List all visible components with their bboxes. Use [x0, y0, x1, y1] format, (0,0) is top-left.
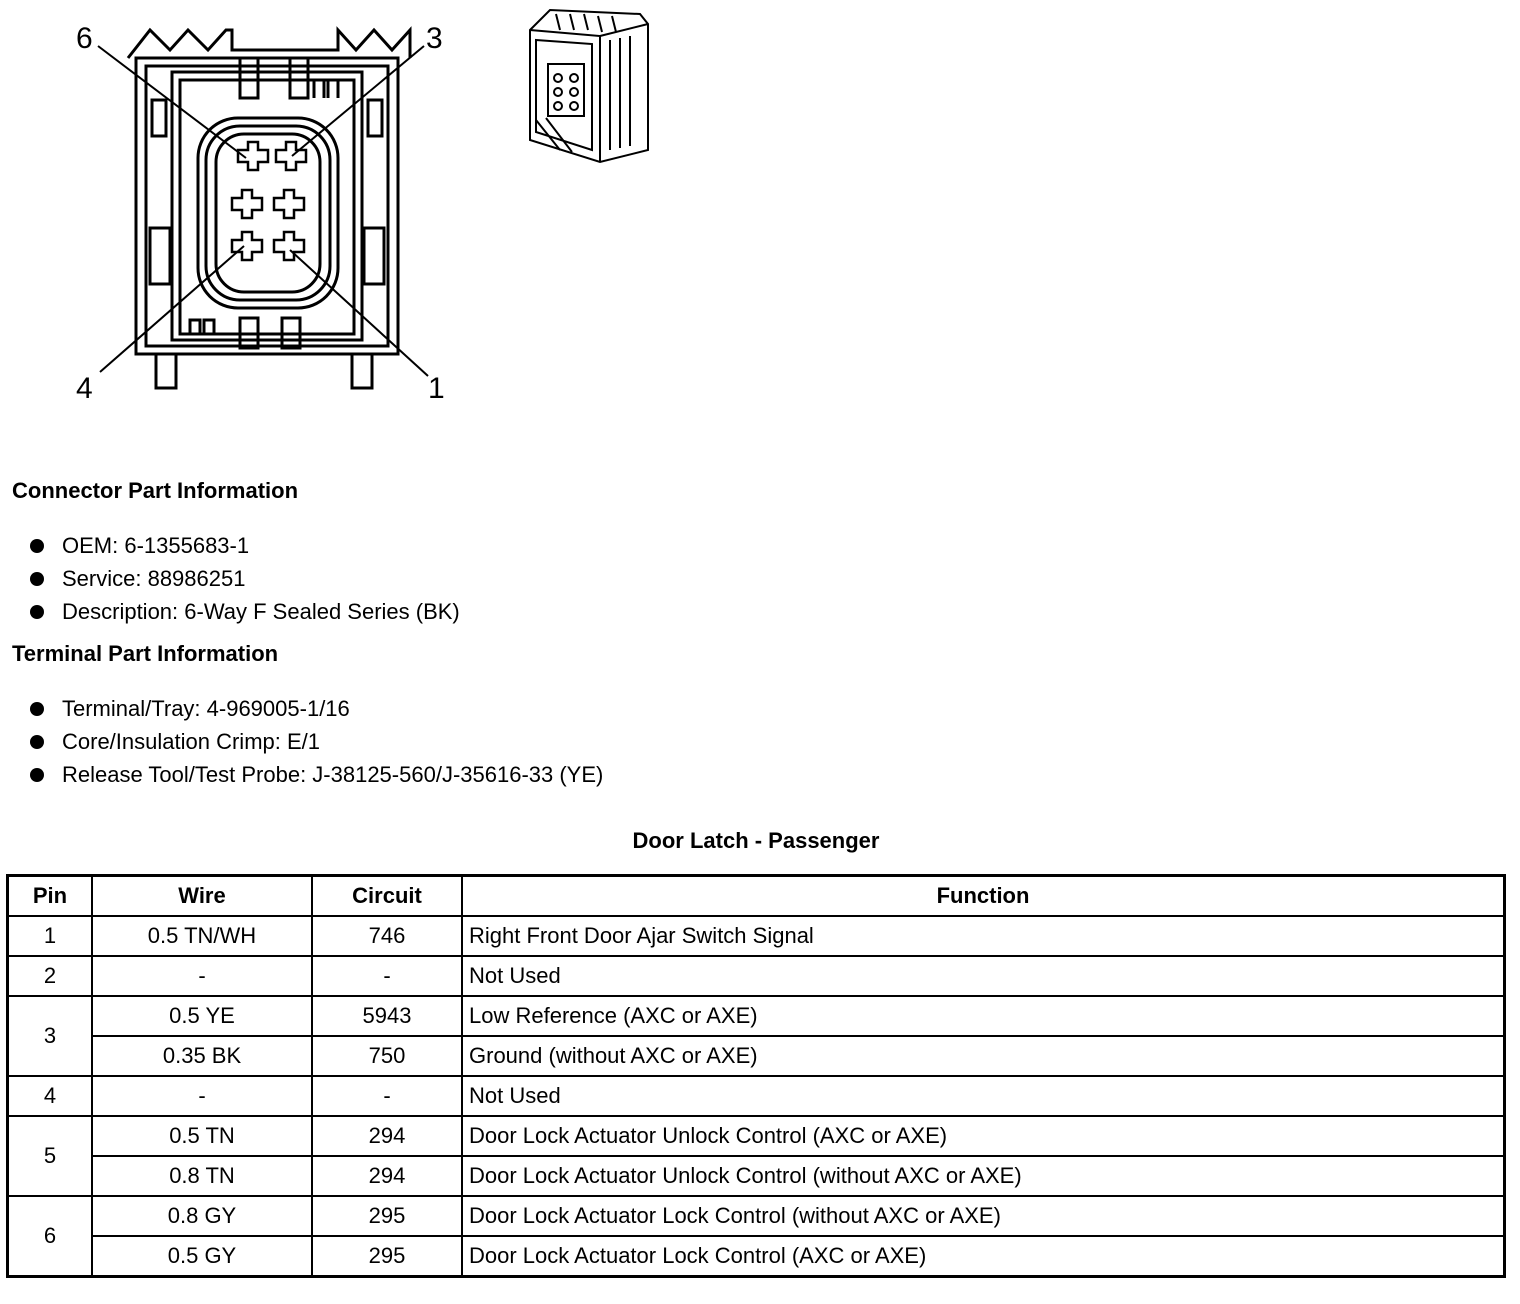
cell-function: Not Used [462, 1076, 1505, 1116]
list-item: Terminal/Tray: 4-969005-1/16 [28, 692, 603, 725]
cell-wire: 0.35 BK [92, 1036, 312, 1076]
bullet-icon [30, 735, 44, 749]
cell-circuit: 5943 [312, 996, 462, 1036]
cell-circuit: - [312, 956, 462, 996]
cell-function: Right Front Door Ajar Switch Signal [462, 916, 1505, 956]
list-item: OEM: 6-1355683-1 [28, 529, 460, 562]
cell-function: Not Used [462, 956, 1505, 996]
cell-circuit: 294 [312, 1116, 462, 1156]
bullet-icon [30, 539, 44, 553]
connector-diagram [0, 0, 700, 420]
cell-wire: 0.8 GY [92, 1196, 312, 1236]
pinout-table [6, 874, 1506, 1278]
table-row [8, 1196, 1505, 1236]
cell-wire: 0.5 YE [92, 996, 312, 1036]
cell-function: Door Lock Actuator Unlock Control (without AXC or AXE) [462, 1156, 1505, 1196]
cell-pin: 3 [8, 996, 93, 1076]
cell-function: Door Lock Actuator Lock Control (AXC or AXE) [462, 1236, 1505, 1277]
bullet-icon [30, 605, 44, 619]
connector-info-title: Connector Part Information [12, 478, 299, 503]
header-function: Function [462, 876, 1505, 917]
cell-pin: 5 [8, 1116, 93, 1196]
cell-wire: - [92, 956, 312, 996]
cell-circuit: 295 [312, 1196, 462, 1236]
table-row [8, 1076, 1505, 1116]
list-item: Service: 88986251 [28, 562, 460, 595]
cell-wire: 0.5 GY [92, 1236, 312, 1277]
cell-circuit: 746 [312, 916, 462, 956]
cell-pin: 1 [8, 916, 93, 956]
cell-circuit: 294 [312, 1156, 462, 1196]
cell-wire: 0.5 TN [92, 1116, 312, 1156]
bullet-icon [30, 768, 44, 782]
table-row [8, 916, 1505, 956]
table-row [8, 1236, 1505, 1277]
cell-function: Low Reference (AXC or AXE) [462, 996, 1505, 1036]
cell-function: Ground (without AXC or AXE) [462, 1036, 1505, 1076]
pin-label-6: 6 [76, 22, 93, 55]
pin-label-3: 3 [426, 22, 443, 55]
terminal-info-title: Terminal Part Information [12, 641, 279, 666]
table-row [8, 1036, 1505, 1076]
pin-label-1: 1 [428, 372, 445, 405]
table-row [8, 996, 1505, 1036]
cell-circuit: - [312, 1076, 462, 1116]
cell-function: Door Lock Actuator Lock Control (without AXC or AXE) [462, 1196, 1505, 1236]
list-item: Release Tool/Test Probe: J-38125-560/J-35616-33 (YE) [28, 758, 603, 791]
table-header-row [8, 876, 1505, 917]
terminal-info-list [28, 692, 603, 791]
cell-pin: 2 [8, 956, 93, 996]
bullet-icon [30, 702, 44, 716]
cell-pin: 4 [8, 1076, 93, 1116]
table-row [8, 1156, 1505, 1196]
table-row [8, 956, 1505, 996]
cell-function: Door Lock Actuator Unlock Control (AXC or AXE) [462, 1116, 1505, 1156]
header-pin: Pin [8, 876, 93, 917]
connector-3d-drawing [530, 10, 648, 162]
table-caption: Door Latch - Passenger [632, 828, 880, 853]
connector-info-list [28, 529, 460, 628]
pin-label-4: 4 [76, 372, 93, 405]
bullet-icon [30, 572, 44, 586]
cell-pin: 6 [8, 1196, 93, 1277]
list-item: Core/Insulation Crimp: E/1 [28, 725, 603, 758]
cell-circuit: 750 [312, 1036, 462, 1076]
cell-circuit: 295 [312, 1236, 462, 1277]
table-row [8, 1116, 1505, 1156]
header-circuit: Circuit [312, 876, 462, 917]
cell-wire: 0.8 TN [92, 1156, 312, 1196]
list-item: Description: 6-Way F Sealed Series (BK) [28, 595, 460, 628]
cell-wire: - [92, 1076, 312, 1116]
cell-wire: 0.5 TN/WH [92, 916, 312, 956]
connector-face-drawing [98, 30, 428, 388]
header-wire: Wire [92, 876, 312, 917]
